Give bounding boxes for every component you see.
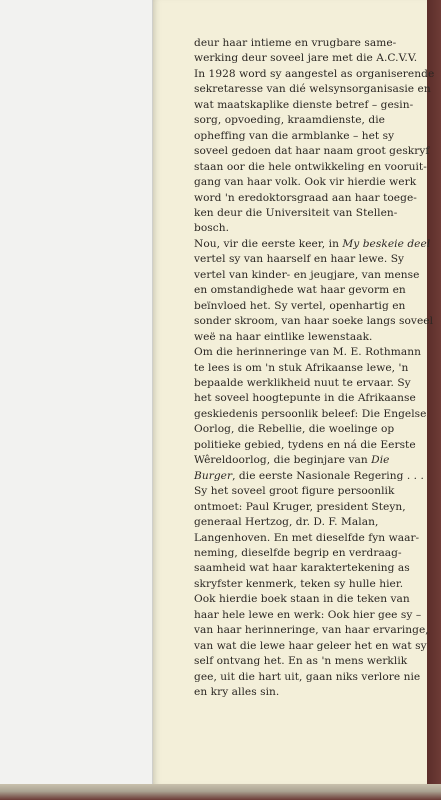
text-segment: soveel gedoen dat haar naam groot geskryf (194, 145, 430, 158)
text-segment: sonder skroom, van haar soeke langs soveel (194, 315, 434, 328)
text-line (194, 531, 424, 546)
text-line (194, 685, 424, 700)
text-line (194, 345, 424, 360)
text-segment: van wat die lewe haar geleer het en wat sy (194, 639, 427, 652)
text-segment: politieke gebied, tydens en ná die Eerste (194, 438, 416, 451)
text-line (194, 82, 431, 97)
text-line (194, 160, 427, 175)
text-line (194, 561, 424, 576)
text-line (194, 221, 424, 236)
text-segment: geskiedenis persoonlik beleef: Die Engelse (194, 407, 427, 420)
text-segment: wat maatskaplike dienste betref – gesin- (194, 98, 414, 111)
text-segment: bepaalde werklikheid nuut te ervaar. Sy (194, 376, 411, 389)
text-segment: Ook hierdie boek staan in die teken van (194, 593, 410, 606)
text-segment: beïnvloed het. Sy vertel, openhartig en (194, 299, 406, 312)
text-segment: Oorlog, die Rebellie, die woelinge op (194, 423, 395, 436)
text-segment: opheffing van die armblanke – het sy (194, 129, 395, 142)
text-segment: , die eerste Nasionale Regering . . . (232, 469, 424, 482)
text-segment: Sy het soveel groot figure persoonlik (194, 485, 395, 498)
text-segment: van haar herinneringe, van haar ervaringe, (194, 624, 429, 637)
text-line (194, 175, 424, 190)
text-segment: gang van haar volk. Ook vir hierdie werk (194, 176, 417, 189)
text-segment: werking deur soveel jare met die A.C.V.V. (194, 52, 418, 65)
text-segment: ontmoet: Paul Kruger, president Steyn, (194, 500, 406, 513)
text-line (194, 623, 429, 638)
text-line (194, 67, 435, 82)
text-segment: te lees is om 'n stuk Afrikaanse lewe, 'n (194, 361, 409, 374)
text-segment: saamheid wat haar karaktertekening as (194, 562, 410, 575)
text-segment: sekretaresse van dié welsynsorganisasie en (194, 83, 431, 96)
text-line (194, 113, 424, 128)
text-line (194, 299, 424, 314)
text-line (194, 330, 424, 345)
text-line (194, 376, 424, 391)
text-segment: generaal Hertzog, dr. D. F. Malan, (194, 516, 379, 529)
text-line (194, 484, 424, 499)
blurb-text (194, 36, 435, 700)
italic-title: My beskeie deel (342, 237, 431, 250)
text-line (194, 283, 424, 298)
text-segment: en kry alles sin. (194, 686, 280, 699)
text-line (194, 515, 424, 530)
text-line (194, 129, 424, 144)
text-line (194, 592, 424, 607)
text-line (194, 438, 424, 453)
text-segment: haar hele lewe en werk: Ook hier gee sy – (194, 608, 422, 621)
text-line (194, 546, 424, 561)
text-line (194, 407, 427, 422)
italic-title: Burger (194, 469, 233, 482)
text-segment: vertel sy van haarself en haar lewe. Sy (194, 253, 405, 266)
scan-edge (0, 784, 441, 800)
text-line (194, 98, 424, 113)
text-segment: In 1928 word sy aangestel as organiserende (194, 67, 435, 80)
text-line (194, 469, 424, 484)
text-line (194, 237, 431, 252)
text-line (194, 314, 434, 329)
text-line (194, 206, 424, 221)
text-line (194, 268, 424, 283)
blank-facing-page (0, 0, 153, 784)
text-line (194, 500, 424, 515)
text-segment: ken deur die Universiteit van Stellen- (194, 206, 398, 219)
text-line (194, 36, 424, 51)
text-segment: gee, uit die hart uit, gaan niks verlore nie (194, 670, 421, 683)
text-line (194, 670, 424, 685)
text-segment: deur haar intieme en vrugbare same- (194, 37, 397, 49)
text-segment: self ontvang het. En as 'n mens werklik (194, 655, 408, 668)
text-segment: sorg, opvoeding, kraamdienste, die (194, 114, 385, 127)
text-line (194, 191, 424, 206)
text-segment: weë na haar eintlike lewenstaak. (194, 330, 373, 343)
text-line (194, 51, 424, 66)
text-segment: neming, dieselfde begrip en verdraag- (194, 546, 402, 559)
text-segment: het soveel hoogtepunte in die Afrikaanse (194, 392, 416, 405)
text-segment: Om die herinneringe van M. E. Rothmann (194, 346, 421, 359)
text-line (194, 361, 424, 376)
text-segment: skryfster kenmerk, teken sy hulle hier. (194, 577, 404, 590)
text-line (194, 144, 430, 159)
text-segment: bosch. (194, 222, 230, 235)
cover-edge (427, 0, 441, 784)
text-line (194, 422, 424, 437)
text-segment: Wêreldoorlog, die beginjare van (194, 454, 372, 467)
text-line (194, 654, 424, 669)
text-line (194, 391, 424, 406)
text-segment: Nou, vir die eerste keer, in (194, 237, 343, 250)
text-line (194, 252, 424, 267)
text-segment: staan oor die hele ontwikkeling en vooruit- (194, 160, 427, 173)
text-segment: Langenhoven. En met dieselfde fyn waar- (194, 531, 420, 544)
text-segment: vertel van kinder- en jeugjare, van mense (194, 268, 420, 281)
text-segment: en omstandighede wat haar gevorm en (194, 284, 406, 297)
text-line (194, 577, 424, 592)
text-line (194, 453, 424, 468)
text-line (194, 608, 424, 623)
text-line (194, 639, 427, 654)
text-segment: word 'n eredoktorsgraad aan haar toege- (194, 191, 417, 204)
italic-title: Die (371, 454, 390, 467)
